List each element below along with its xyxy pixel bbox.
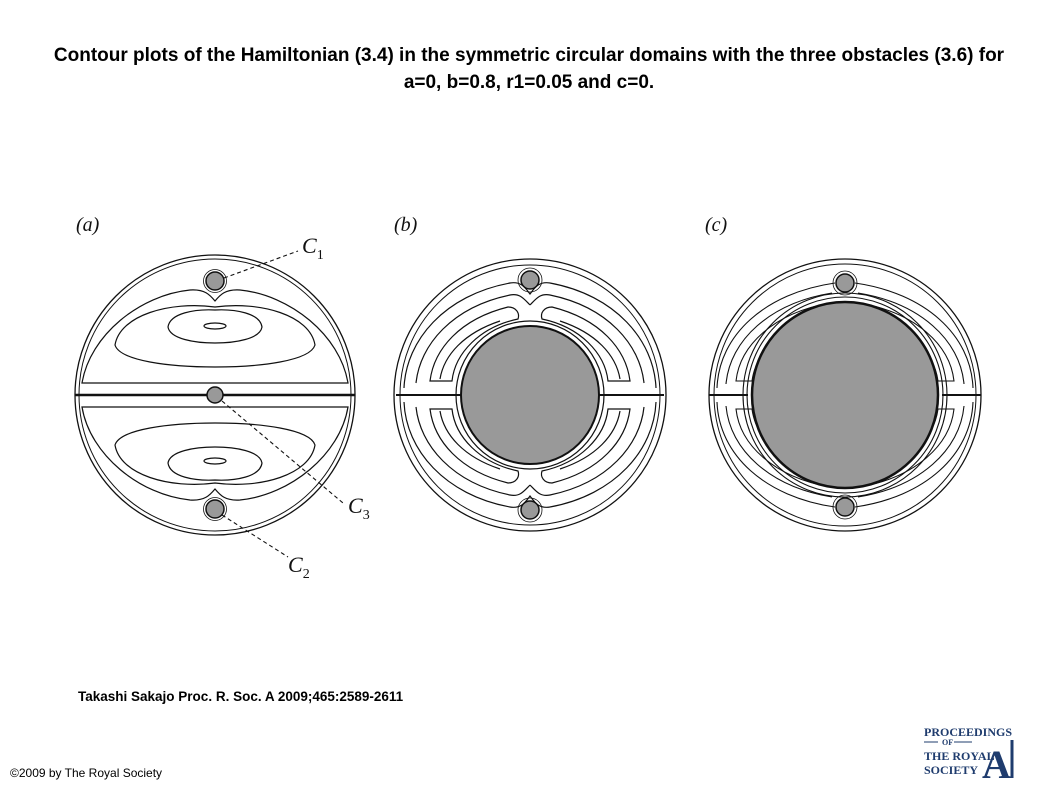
obstacle-c2	[206, 500, 224, 518]
panel-c	[705, 214, 981, 531]
figure-title: Contour plots of the Hamiltonian (3.4) in the symmetric circular domains with the three obstacles (3.6) for a=0, b=0.8, r1=0.05 and c=0.	[53, 45, 1005, 93]
panel-c-label: (c)	[705, 214, 728, 236]
label-c2: $C_2$	[288, 552, 310, 582]
svg-text:A: A	[982, 742, 1011, 782]
panel-a-lower-contours	[82, 407, 348, 500]
panel-b-obstacle-bottom	[521, 501, 539, 519]
panel-c-center-obstacle	[752, 302, 938, 488]
copyright-notice: ©2009 by The Royal Society	[10, 766, 163, 780]
label-c3: $C_3$	[348, 493, 370, 523]
panel-a-leader-lines	[222, 251, 343, 557]
svg-text:PROCEEDINGS: PROCEEDINGS	[924, 725, 1013, 739]
panel-a	[75, 214, 370, 582]
label-c1: $C_1$	[302, 233, 324, 263]
panel-c-obstacle-bottom	[836, 498, 854, 516]
panel-b	[394, 214, 666, 531]
svg-text:SOCIETY: SOCIETY	[924, 763, 979, 777]
panel-b-center-obstacle	[461, 326, 599, 464]
panel-a-upper-contours	[82, 290, 348, 383]
svg-text:OF: OF	[942, 738, 954, 747]
panel-a-label: (a)	[76, 214, 100, 236]
contour-figure	[60, 195, 1000, 595]
panel-b-label: (b)	[394, 214, 418, 236]
royal-society-logo	[920, 722, 1020, 782]
obstacle-c3	[207, 387, 223, 403]
svg-text:THE ROYAL: THE ROYAL	[924, 749, 995, 763]
panel-b-obstacle-top	[521, 271, 539, 289]
panel-c-obstacle-top	[836, 274, 854, 292]
obstacle-c1	[206, 272, 224, 290]
citation: Takashi Sakajo Proc. R. Soc. A 2009;465:2589-2611	[78, 689, 404, 704]
